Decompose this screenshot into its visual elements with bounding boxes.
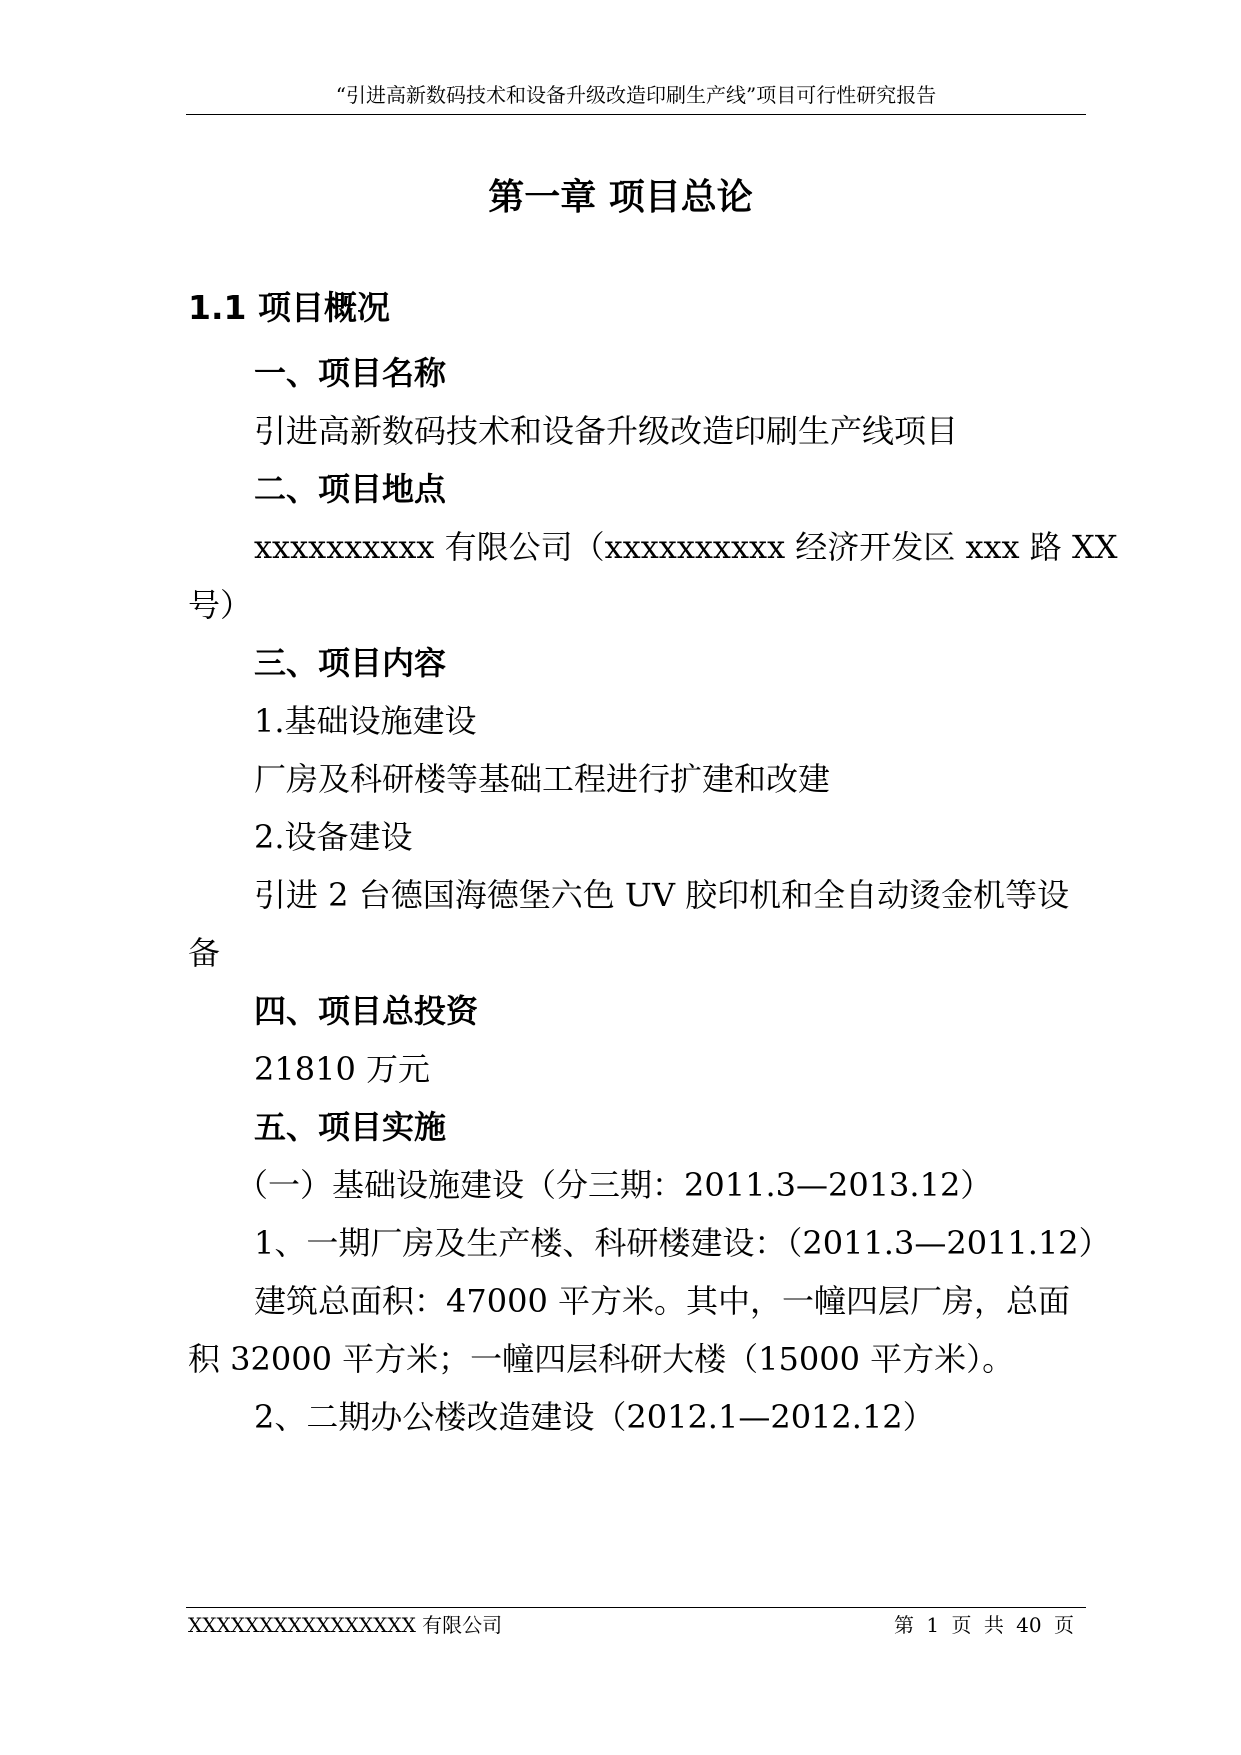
implementation-sub1: （一）基础设施建设（分三期：2011.3—2013.12） (236, 1166, 993, 1204)
content-sub2-text-line2: 备 (188, 934, 221, 972)
content-sub1-text: 厂房及科研楼等基础工程进行扩建和改建 (254, 760, 831, 798)
phase1-detail-line1: 建筑总面积：47000 平方米。其中，一幢四层厂房，总面 (254, 1282, 1070, 1320)
investment-text: 21810 万元 (254, 1050, 430, 1088)
heading-implementation: 五、项目实施 (254, 1108, 447, 1146)
header-rule (186, 114, 1086, 115)
heading-project-content: 三、项目内容 (254, 644, 447, 682)
heading-investment: 四、项目总投资 (254, 992, 479, 1030)
content-sub1-title: 1.基础设施建设 (254, 702, 477, 740)
phase2-title: 2、二期办公楼改造建设（2012.1—2012.12） (254, 1398, 935, 1436)
footer-company: XXXXXXXXXXXXXXXX 有限公司 (188, 1613, 503, 1637)
project-site-text-line2: 号） (188, 586, 253, 624)
phase1-title: 1、一期厂房及生产楼、科研楼建设：（2011.3—2011.12） (254, 1224, 1111, 1262)
chapter-title: 第一章 项目总论 (488, 177, 753, 218)
project-site-text-line1: xxxxxxxxxx 有限公司（xxxxxxxxxx 经济开发区 xxx 路 XX (254, 528, 1118, 566)
content-sub2-text-line1: 引进 2 台德国海德堡六色 UV 胶印机和全自动烫金机等设 (254, 876, 1070, 914)
phase1-detail-line2: 积 32000 平方米；一幢四层科研大楼（15000 平方米）。 (188, 1340, 1015, 1378)
footer-rule (186, 1607, 1086, 1608)
running-header: “引进高新数码技术和设备升级改造印刷生产线”项目可行性研究报告 (335, 83, 937, 107)
heading-project-site: 二、项目地点 (254, 470, 447, 508)
content-sub2-title: 2.设备建设 (254, 818, 413, 856)
section-title: 1.1 项目概况 (188, 288, 390, 327)
project-name-text: 引进高新数码技术和设备升级改造印刷生产线项目 (254, 412, 959, 450)
heading-project-name: 一、项目名称 (254, 354, 447, 392)
footer-page-number: 第 1 页 共 40 页 (894, 1613, 1074, 1637)
